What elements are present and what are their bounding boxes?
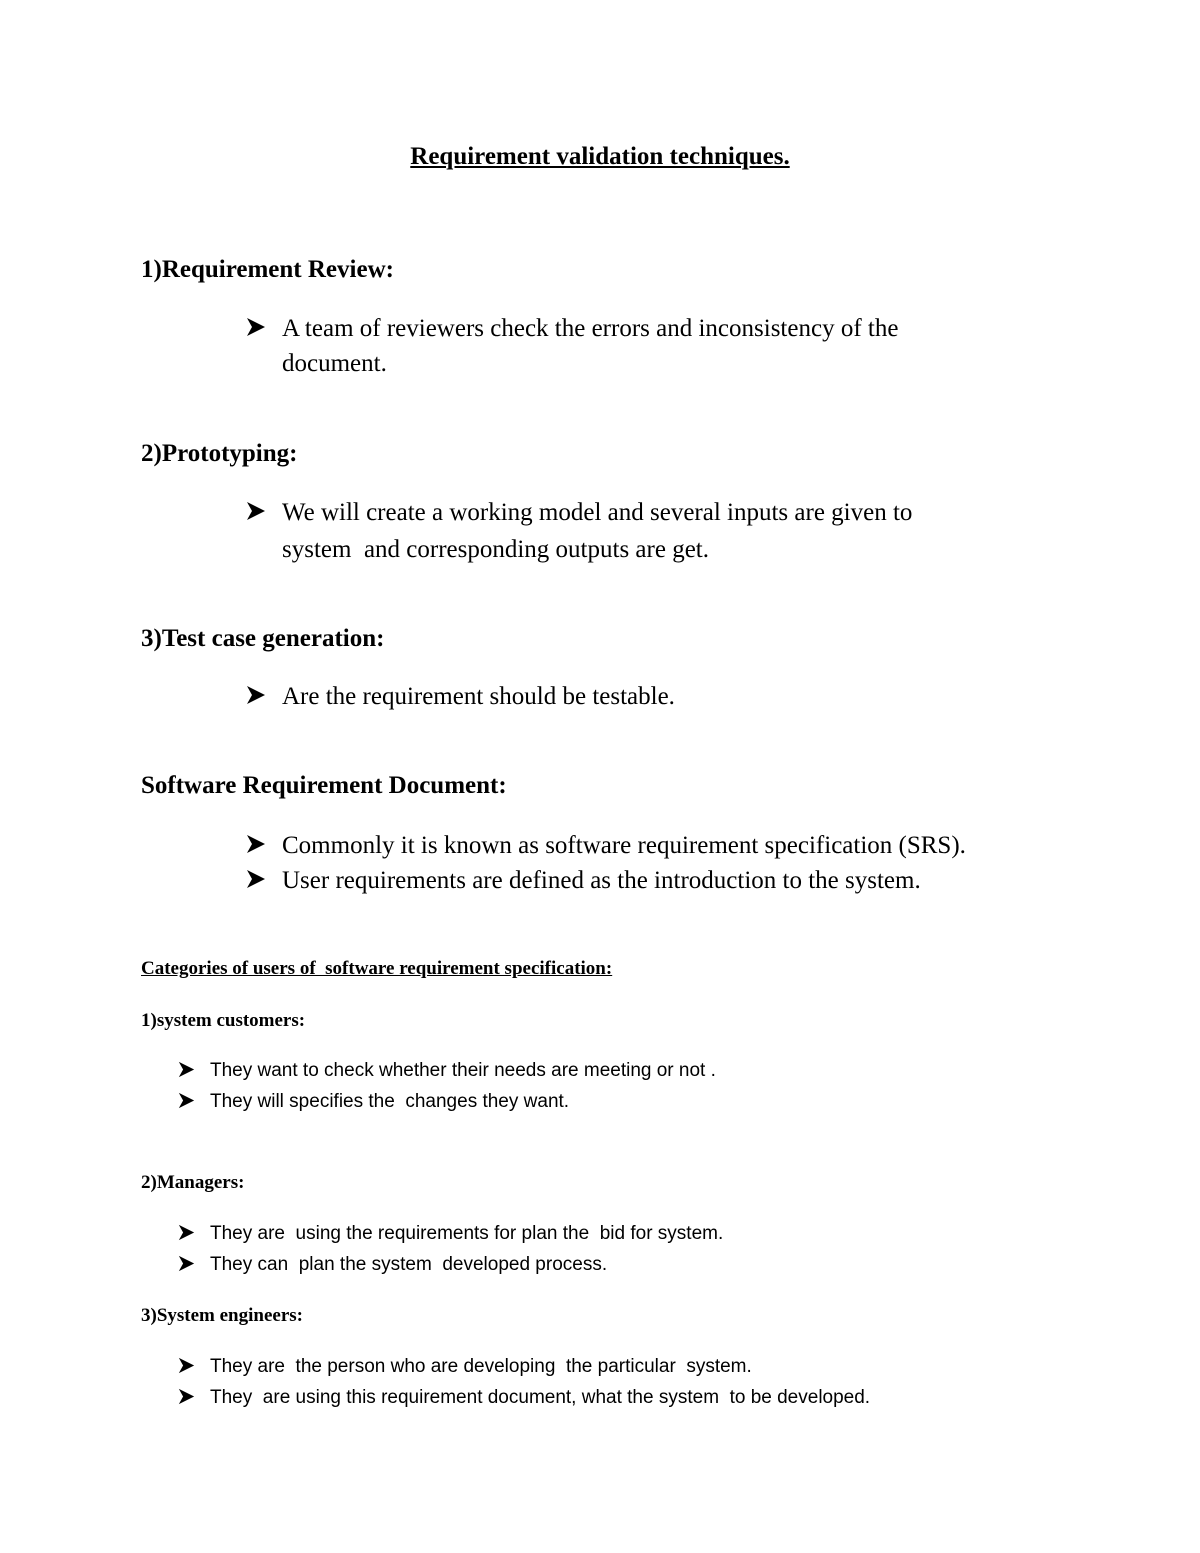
arrowhead-bullet-icon — [246, 828, 282, 854]
bullet-text: Commonly it is known as software requirement specification (SRS). — [282, 832, 966, 859]
arrowhead-bullet-icon — [178, 1382, 210, 1405]
arrowhead-bullet-icon — [246, 495, 282, 521]
arrowhead-bullet-icon — [178, 1086, 210, 1109]
arrowhead-bullet-icon — [246, 679, 282, 705]
bullet-text: They will specifies the changes they want. — [210, 1091, 570, 1112]
bullet-text-continuation: system and corresponding outputs are get. — [282, 536, 709, 563]
bullet-text: They are using this requirement document, what the system to be developed. — [210, 1387, 871, 1408]
bullet-text: User requirements are defined as the introduction to the system. — [282, 867, 921, 894]
section-heading-requirement-review: 1)Requirement Review: — [141, 256, 394, 283]
bullet-item — [178, 1351, 752, 1382]
bullet-item — [246, 828, 966, 863]
arrowhead-bullet-icon — [178, 1351, 210, 1374]
arrowhead-bullet-icon — [178, 1055, 210, 1078]
bullet-item — [246, 495, 912, 530]
section-heading-software-requirement-document: Software Requirement Document: — [141, 772, 507, 799]
bullet-text: They can plan the system developed process. — [210, 1254, 608, 1275]
bullet-item — [246, 679, 675, 714]
categories-heading: Categories of users of software requirement specification: — [141, 958, 613, 979]
section-heading-test-case-generation: 3)Test case generation: — [141, 625, 385, 652]
group-heading-system-engineers: 3)System engineers: — [141, 1305, 303, 1326]
bullet-text: They are the person who are developing the particular system. — [210, 1356, 752, 1377]
bullet-item — [178, 1249, 607, 1280]
bullet-item — [246, 311, 898, 346]
bullet-item — [178, 1218, 723, 1249]
bullet-text: They want to check whether their needs are meeting or not . — [210, 1060, 716, 1081]
arrowhead-bullet-icon — [246, 311, 282, 337]
group-heading-managers: 2)Managers: — [141, 1172, 245, 1193]
bullet-item — [178, 1055, 716, 1086]
page-title: Requirement validation techniques. — [410, 143, 790, 170]
bullet-text: Are the requirement should be testable. — [282, 683, 675, 710]
section-heading-prototyping: 2)Prototyping: — [141, 440, 298, 467]
group-heading-system-customers: 1)system customers: — [141, 1010, 306, 1031]
bullet-text-continuation: document. — [282, 350, 387, 377]
bullet-item — [178, 1382, 870, 1413]
arrowhead-bullet-icon — [178, 1218, 210, 1241]
arrowhead-bullet-icon — [178, 1249, 210, 1272]
bullet-item — [246, 863, 921, 898]
bullet-text: They are using the requirements for plan the bid for system. — [210, 1223, 724, 1244]
bullet-text: We will create a working model and several inputs are given to — [282, 499, 913, 526]
bullet-text: A team of reviewers check the errors and inconsistency of the — [282, 315, 899, 342]
bullet-item — [178, 1086, 569, 1117]
arrowhead-bullet-icon — [246, 863, 282, 889]
